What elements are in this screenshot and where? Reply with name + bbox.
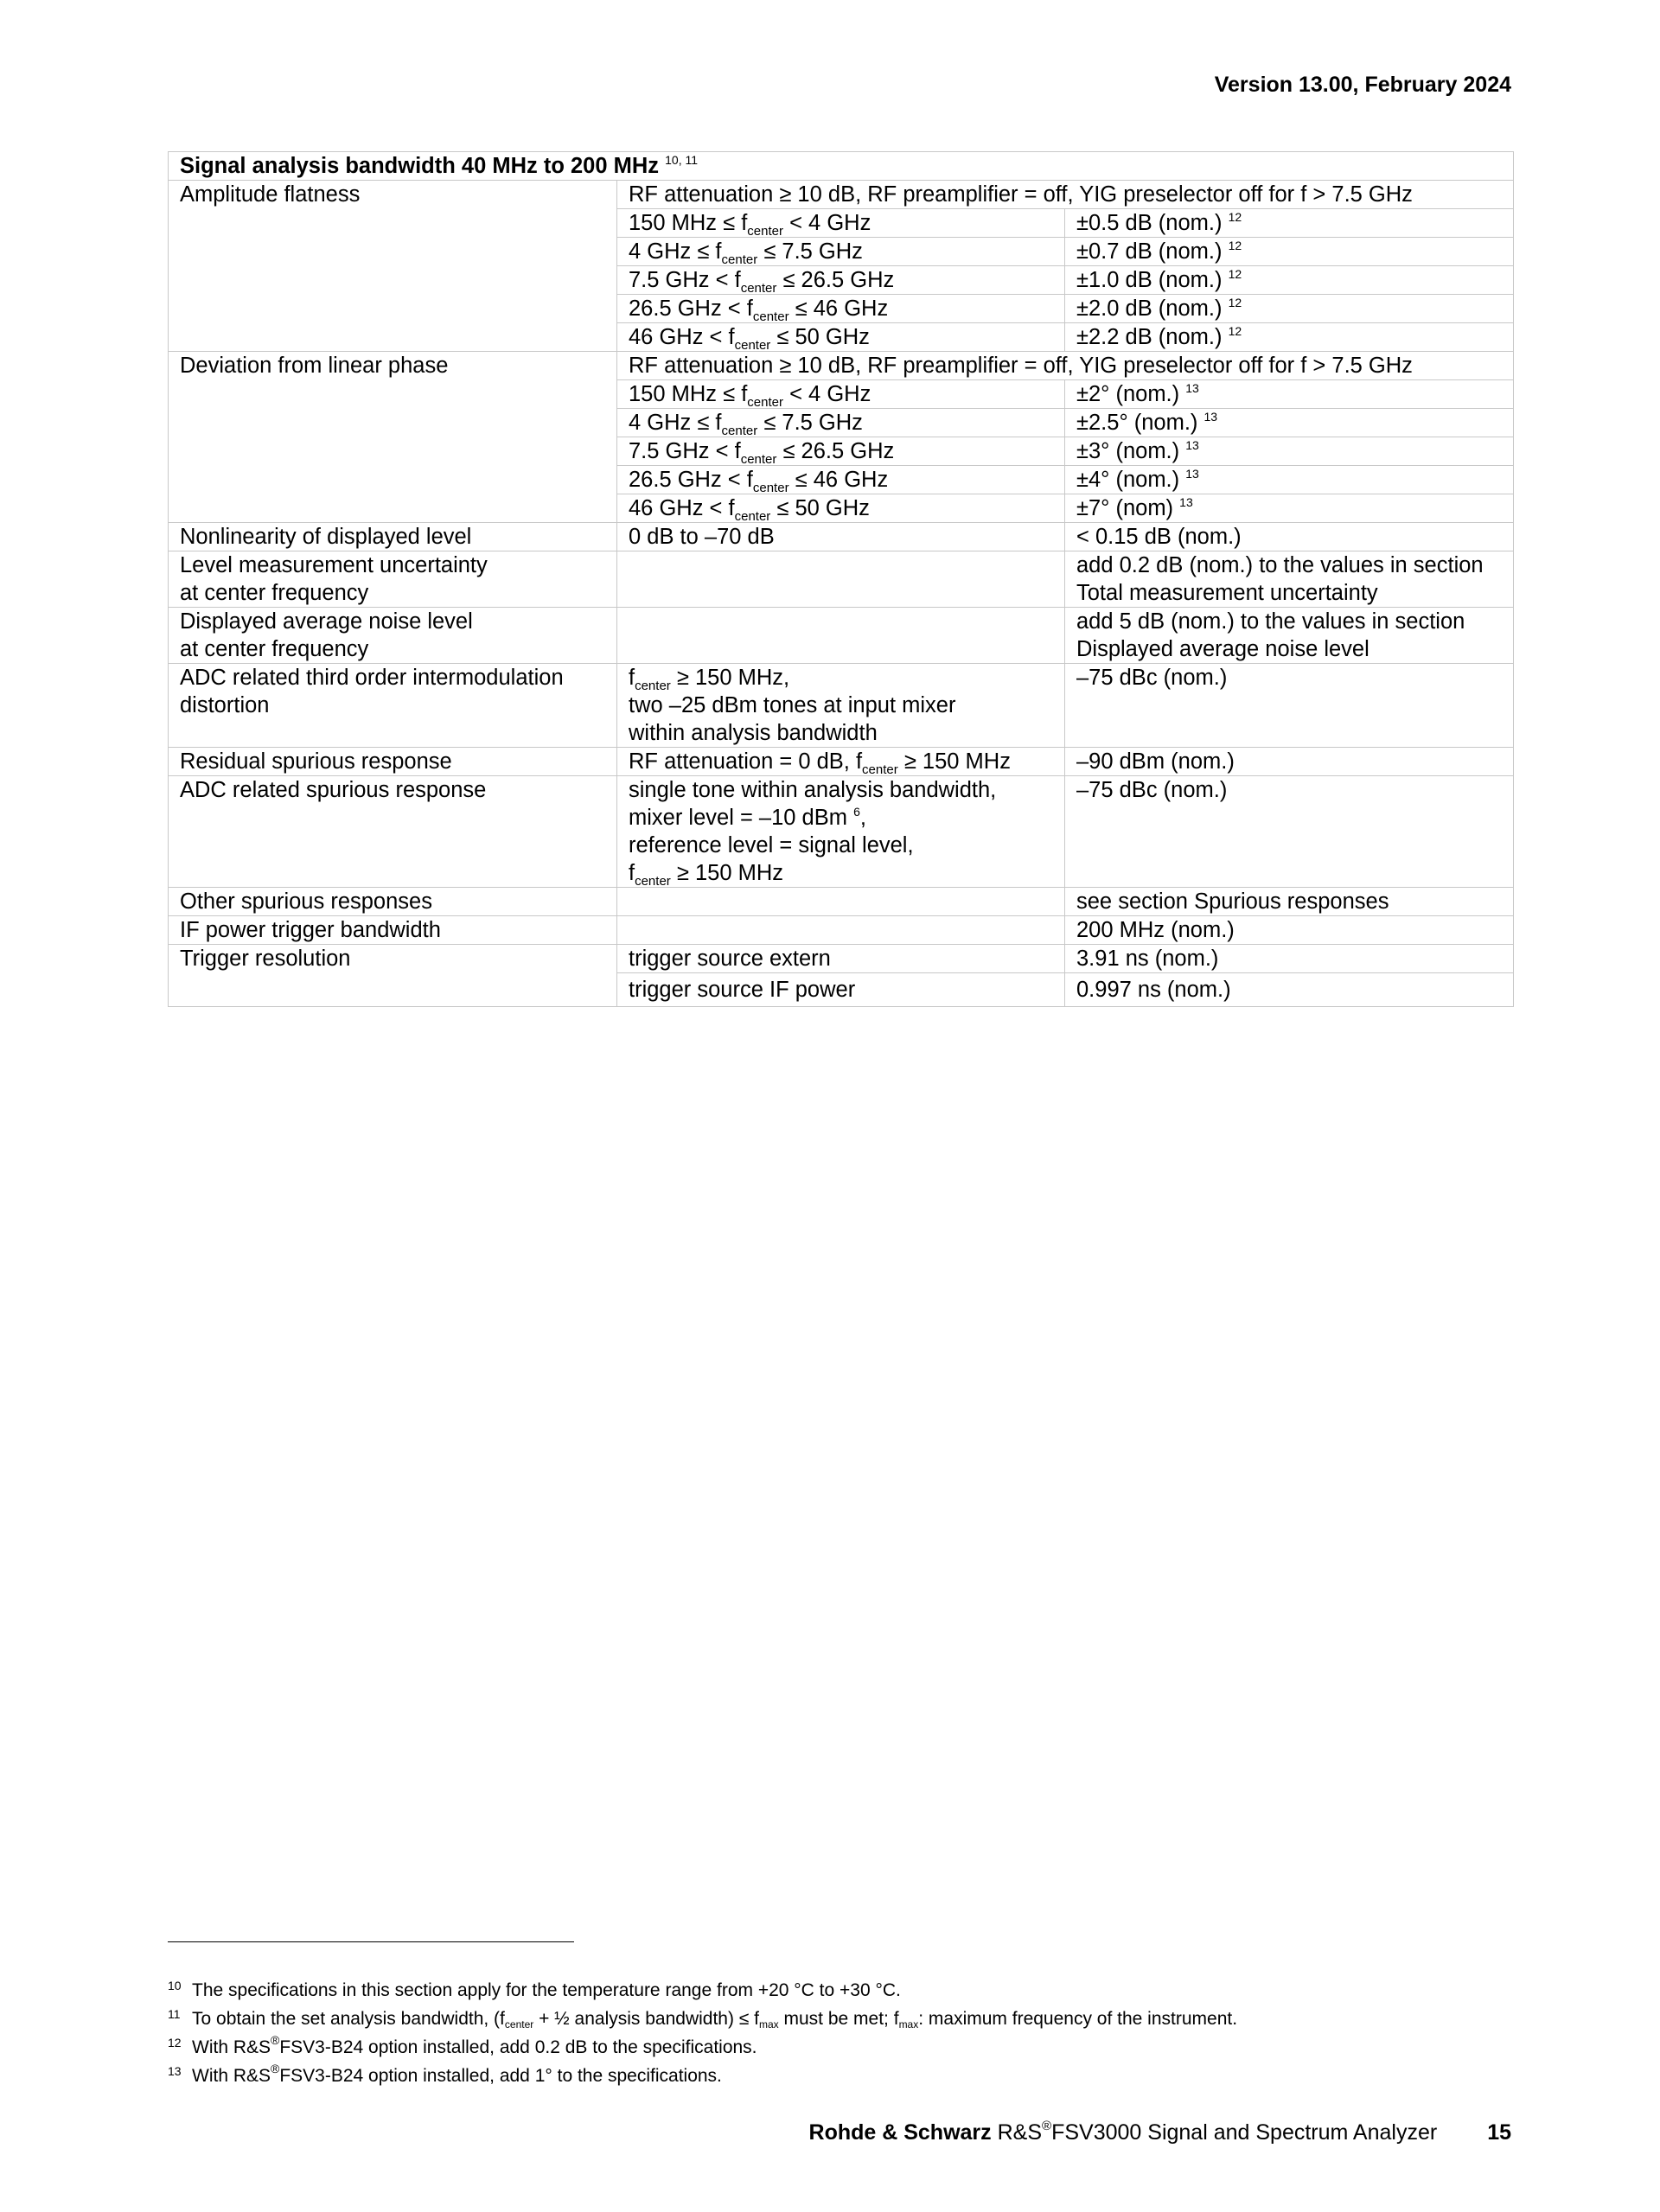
value-cell: ±2.5° (nom.) $^{13}$ — [1065, 409, 1514, 437]
page-footer — [809, 2120, 1511, 2145]
range-cell: 26.5 GHz < $f_{center} \le 46$ GHz — [617, 466, 1065, 494]
adc-imd-value: –75 dBc (nom.) — [1065, 664, 1514, 748]
range-cell: 46 GHz < $f_{center} \le 50$ GHz — [617, 494, 1065, 523]
value-cell: ±2.0 dB (nom.) $^{12}$ — [1065, 295, 1514, 323]
range-cell: 7.5 GHz < $f_{center} \le 26.5$ GHz — [617, 437, 1065, 466]
value-cell: ±2.2 dB (nom.) $^{12}$ — [1065, 323, 1514, 352]
nonlinearity-value: < 0.15 dB (nom.) — [1065, 523, 1514, 551]
residual-spurious-condition: RF attenuation = 0 dB, $f_{center} \ge 150$ MHz — [617, 748, 1065, 776]
value-cell: ±4° (nom.) $^{13}$ — [1065, 466, 1514, 494]
footnotes — [168, 1976, 1516, 2090]
spec-table — [168, 151, 1514, 1007]
table-row — [169, 916, 1514, 945]
table-row — [169, 608, 1514, 664]
page-number: 15 — [1487, 2120, 1511, 2145]
table-row — [169, 748, 1514, 776]
table-title-row — [169, 152, 1514, 181]
trigger-value: 3.91 ns (nom.) — [1065, 945, 1514, 973]
adc-spurious-condition: single tone within analysis bandwidth, mixer level = –10 dBm $^6$, reference level = signal level, $f_{center} \ge 150$ MHz — [617, 776, 1065, 888]
danl-label: Displayed average noise level at center frequency — [169, 608, 617, 664]
version-header: Version 13.00, February 2024 — [1214, 73, 1511, 97]
residual-spurious-label: Residual spurious response — [169, 748, 617, 776]
range-cell: 4 GHz ≤ $f_{center} \le 7.5$ GHz — [617, 409, 1065, 437]
trigger-condition: trigger source extern — [617, 945, 1065, 973]
linear-phase-condition: RF attenuation ≥ 10 dB, RF preamplifier = off, YIG preselector off for f > 7.5 GHz — [617, 352, 1514, 380]
adc-imd-condition: $f_{center} \ge 150$ MHz, two –25 dBm tones at input mixer within analysis bandwidth — [617, 664, 1065, 748]
table-row — [169, 664, 1514, 748]
range-cell: 7.5 GHz < $f_{center} \le 26.5$ GHz — [617, 266, 1065, 295]
range-cell: 4 GHz ≤ $f_{center} \le 7.5$ GHz — [617, 238, 1065, 266]
if-trigger-bw-value: 200 MHz (nom.) — [1065, 916, 1514, 945]
other-spurious-value: see section Spurious responses — [1065, 888, 1514, 916]
value-cell: ±0.5 dB (nom.) $^{12}$ — [1065, 209, 1514, 238]
table-row — [169, 888, 1514, 916]
table-row — [169, 551, 1514, 608]
trigger-resolution-label: Trigger resolution — [169, 945, 617, 1007]
empty-cell — [617, 608, 1065, 664]
value-cell: ±7° (nom) $^{13}$ — [1065, 494, 1514, 523]
footnote-11: 11 To obtain the set analysis bandwidth, (fcenter + ½ analysis bandwidth) ≤ fmax must be met; fmax: maximum frequency of the instrument. — [168, 2007, 1238, 2030]
footnote-divider — [168, 1941, 574, 1942]
if-trigger-bw-label: IF power trigger bandwidth — [169, 916, 617, 945]
footnote-13: 13 With R&S®FSV3-B24 option installed, add 1° to the specifications. — [168, 2062, 722, 2086]
table-title: Signal analysis bandwidth 40 MHz to 200 MHz $^{10, 11}$ — [169, 152, 1514, 181]
table-row — [169, 352, 1514, 380]
level-uncertainty-label: Level measurement uncertainty at center frequency — [169, 551, 617, 608]
danl-value: add 5 dB (nom.) to the values in section Displayed average noise level — [1065, 608, 1514, 664]
amplitude-flatness-condition: RF attenuation ≥ 10 dB, RF preamplifier = off, YIG preselector off for f > 7.5 GHz — [617, 181, 1514, 209]
range-cell: 150 MHz ≤ $f_{center} < 4$ GHz — [617, 209, 1065, 238]
trigger-value: 0.997 ns (nom.) — [1065, 973, 1514, 1007]
footer-product: R&S®FSV3000 Signal and Spectrum Analyzer — [991, 2119, 1438, 2145]
table-row — [169, 181, 1514, 209]
empty-cell — [617, 916, 1065, 945]
value-cell: ±2° (nom.) $^{13}$ — [1065, 380, 1514, 409]
footnote-12: 12 With R&S®FSV3-B24 option installed, add 0.2 dB to the specifications. — [168, 2033, 757, 2057]
range-cell: 26.5 GHz < $f_{center} \le 46$ GHz — [617, 295, 1065, 323]
nonlinearity-condition: 0 dB to –70 dB — [617, 523, 1065, 551]
value-cell: ±3° (nom.) $^{13}$ — [1065, 437, 1514, 466]
footer-brand: Rohde & Schwarz — [808, 2120, 992, 2145]
adc-imd-label: ADC related third order intermodulation distortion — [169, 664, 617, 748]
trigger-condition: trigger source IF power — [617, 973, 1065, 1007]
value-cell: ±1.0 dB (nom.) $^{12}$ — [1065, 266, 1514, 295]
empty-cell — [617, 551, 1065, 608]
table-row — [169, 523, 1514, 551]
adc-spurious-value: –75 dBc (nom.) — [1065, 776, 1514, 888]
range-cell: 150 MHz ≤ $f_{center} < 4$ GHz — [617, 380, 1065, 409]
empty-cell — [617, 888, 1065, 916]
nonlinearity-label: Nonlinearity of displayed level — [169, 523, 617, 551]
linear-phase-label: Deviation from linear phase — [169, 352, 617, 523]
table-row — [169, 945, 1514, 973]
footnote-10: 10 The specifications in this section apply for the temperature range from +20 °C to +30 °C. — [168, 1979, 901, 2000]
table-row — [169, 776, 1514, 888]
range-cell: 46 GHz < $f_{center} \le 50$ GHz — [617, 323, 1065, 352]
other-spurious-label: Other spurious responses — [169, 888, 617, 916]
level-uncertainty-value: add 0.2 dB (nom.) to the values in section Total measurement uncertainty — [1065, 551, 1514, 608]
residual-spurious-value: –90 dBm (nom.) — [1065, 748, 1514, 776]
amplitude-flatness-label: Amplitude flatness — [169, 181, 617, 352]
value-cell: ±0.7 dB (nom.) $^{12}$ — [1065, 238, 1514, 266]
adc-spurious-label: ADC related spurious response — [169, 776, 617, 888]
